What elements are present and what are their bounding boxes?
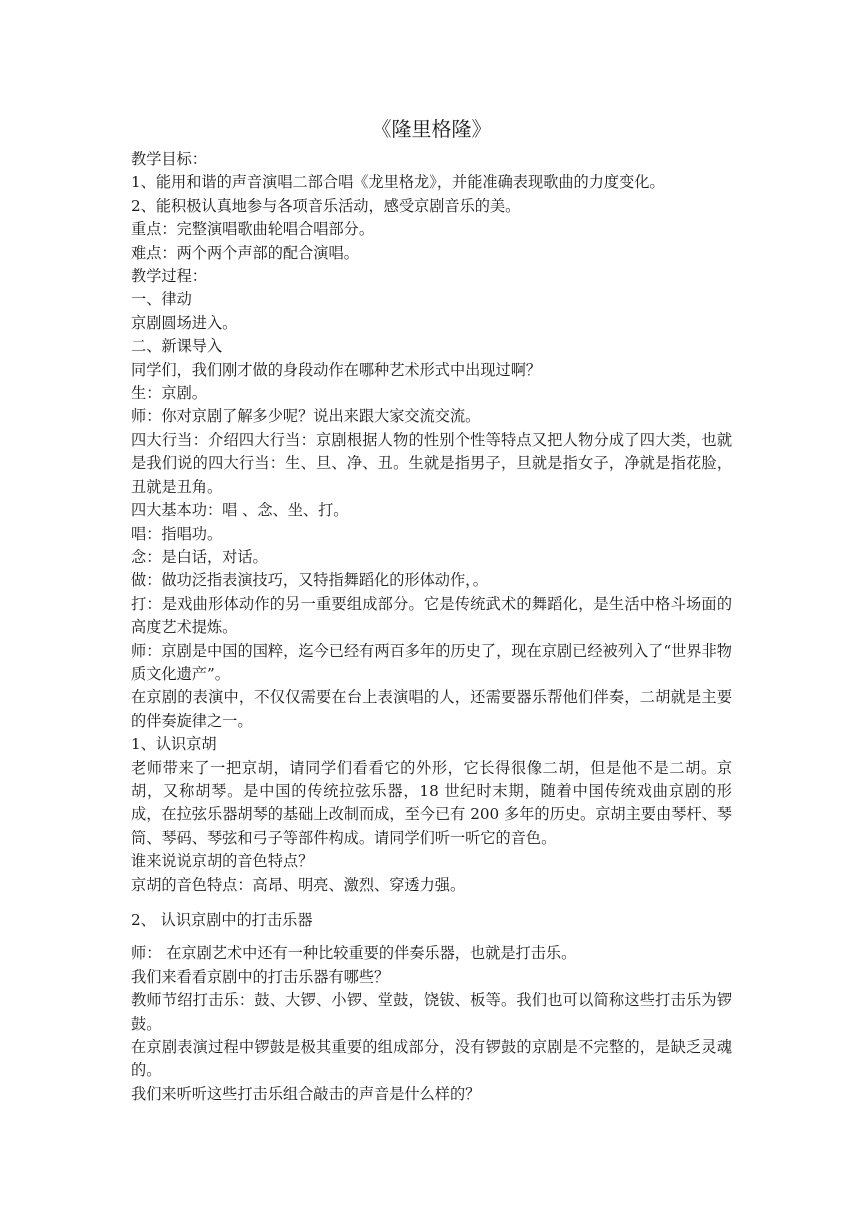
document-title: 《隆里格隆》 — [371, 117, 492, 141]
text-line: 京剧圆场进入。 — [131, 313, 238, 332]
paragraph-accompaniment: 在京剧的表演中，不仅仅需要在台上表演唱的人，还需要器乐帮他们伴奏，二胡就是主要的伴奏旋律之一。 — [131, 688, 732, 730]
text-line: 师：你对京剧了解多少呢？说出来跟大家交流交流。 — [131, 407, 481, 426]
step-heading-intro: 二、新课导入 — [131, 337, 223, 356]
text-line: 念：是白话，对话。 — [131, 547, 268, 566]
text-line: 谁来说说京胡的音色特点？ — [131, 852, 314, 871]
objective-item-1: 1、能用和谐的声音演唱二部合唱《龙里格龙》，并能准确表现歌曲的力度变化。 — [131, 173, 665, 192]
paragraph-heritage: 师：京剧是中国的国粹，迄今已经有两百多年的历史了，现在京剧已经被列入了“世界非物质文化遗产”。 — [131, 641, 732, 683]
text-line: 四大基本功：唱 、念、坐、打。 — [131, 501, 349, 520]
text-line: 生：京剧。 — [131, 384, 207, 403]
text-line: 做：做功泛指表演技巧，又特指舞蹈化的形体动作，。 — [131, 571, 488, 590]
subheading-jinghu: 1、认识京胡 — [131, 735, 217, 754]
text-line: 唱：指唱功。 — [131, 524, 223, 543]
text-line: 我们来听听这些打击乐组合敲击的声音是什么样的？ — [131, 1084, 481, 1103]
section-heading-process: 教学过程： — [131, 267, 207, 286]
spacer — [131, 897, 732, 909]
paragraph-four-roles: 四大行当：介绍四大行当：京剧根据人物的性别个性等特点又把人物分成了四大类，也就是我们说的四大行当：生、旦、净、丑。生就是指男子，旦就是指女子，净就是指花脸，丑就是丑角。 — [131, 430, 732, 496]
subheading-percussion: 2、 认识京剧中的打击乐器 — [131, 911, 313, 929]
paragraph-jinghu: 老师带来了一把京胡，请同学们看看它的外形，它长得很像二胡，但是他不是二胡。京胡，又称胡琴。是中国的传统拉弦乐器，18 世纪时末期，随着中国传统戏曲京剧的形成，在拉弦乐器胡琴的基础上改制而成，至今已有 200 多年的历史。京胡主要由琴杆、琴筒、琴码、琴弦和弓子等部件构成。请同学们听一听它的音色。 — [131, 758, 732, 847]
spacer — [131, 932, 732, 942]
paragraph-fighting: 打：是戏曲形体动作的另一重要组成部分。它是传统武术的舞蹈化，是生活中格斗场面的高度艺术提炼。 — [131, 594, 732, 637]
paragraph-percussion-list: 教师节绍打击乐：鼓、大锣、小锣、堂鼓，饶钹、板等。我们也可以简称这些打击乐为锣鼓。 — [131, 991, 732, 1033]
paragraph-percussion-importance: 在京剧表演过程中锣鼓是极其重要的组成部分，没有锣鼓的京剧是不完整的，是缺乏灵魂的。 — [131, 1038, 732, 1080]
text-line: 我们来看看京剧中的打击乐器有哪些？ — [131, 967, 390, 986]
text-line: 同学们，我们刚才做的身段动作在哪种艺术形式中出现过啊？ — [131, 360, 542, 379]
key-point: 重点：完整演唱歌曲轮唱合唱部分。 — [131, 220, 374, 239]
text-line: 师： 在京剧艺术中还有一种比较重要的伴奏乐器，也就是打击乐。 — [131, 944, 577, 963]
text-line: 京胡的音色特点：高昂、明亮、激烈、穿透力强。 — [131, 875, 466, 894]
objective-item-2: 2、能积极认真地参与各项音乐活动，感受京剧音乐的美。 — [131, 196, 521, 215]
step-heading-rhythm: 一、律动 — [131, 290, 192, 309]
section-heading-objectives: 教学目标： — [131, 150, 207, 168]
difficult-point: 难点：两个两个声部的配合演唱。 — [131, 243, 359, 262]
